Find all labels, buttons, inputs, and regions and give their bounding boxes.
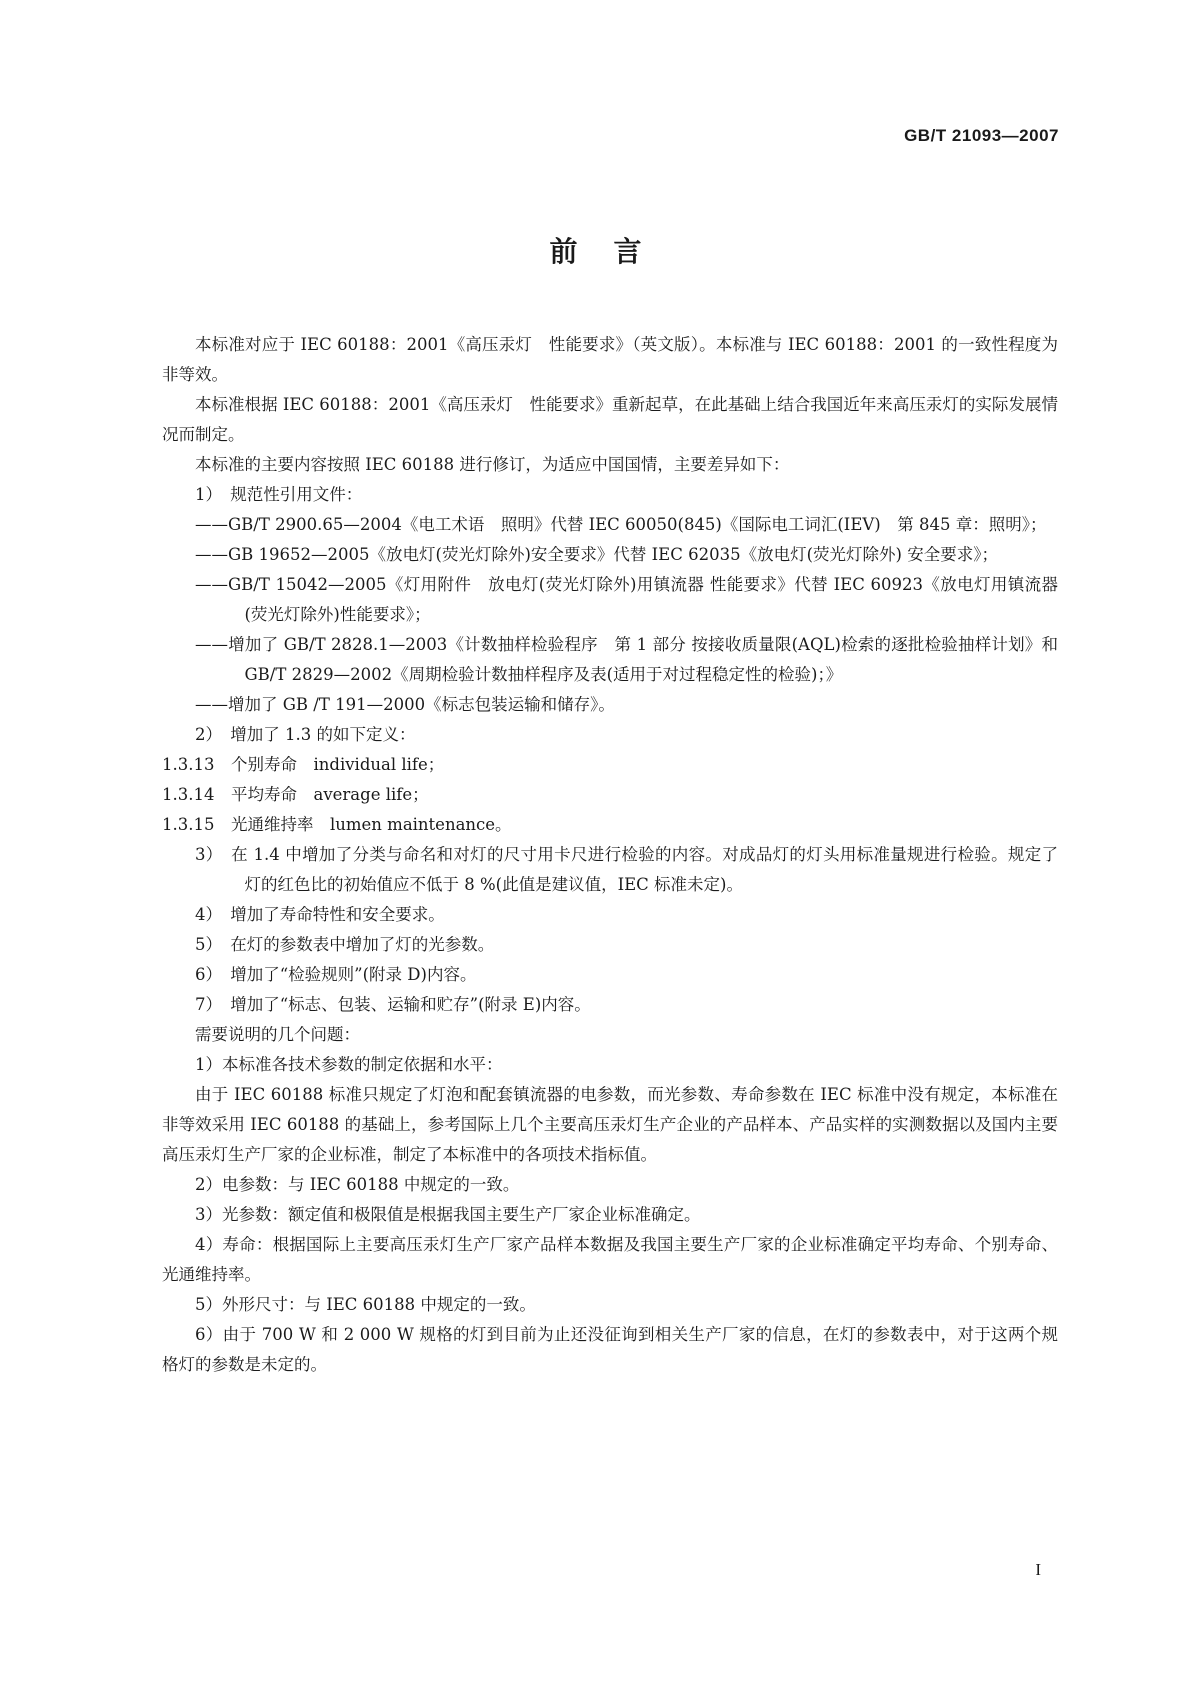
note-item-3: 3）光参数：额定值和极限值是根据我国主要生产厂家企业标准确定。: [195, 1205, 701, 1224]
dash-item-gbt2900: ——GB/T 2900.65—2004《电工术语 照明》代替 IEC 60050(845)《国际电工词汇(IEV) 第 845 章：照明》；: [195, 515, 1047, 534]
list-item-7: 7） 增加了“标志、包装、运输和贮存”(附录 E)内容。: [195, 995, 591, 1014]
dash-item-gb19652: ——GB 19652—2005《放电灯(荧光灯除外)安全要求》代替 IEC 62035《放电灯(荧光灯除外) 安全要求》；: [195, 545, 998, 564]
standard-code: GB/T 21093—2007: [904, 126, 1059, 145]
note-item-6: 6）由于 700 W 和 2 000 W 规格的灯到目前为止还没征询到相关生产厂家的信息，在灯的参数表中，对于这两个规格灯的参数是未定的。: [162, 1325, 1058, 1374]
note-item-1: 1）本标准各技术参数的制定依据和水平：: [195, 1055, 503, 1074]
definition-1-3-13: 1.3.13 个别寿命 individual life；: [162, 755, 445, 774]
paragraph-main-differences: 本标准的主要内容按照 IEC 60188 进行修订，为适应中国国情，主要差异如下：: [195, 455, 790, 474]
dash-item-gbt15042: ——GB/T 15042—2005《灯用附件 放电灯(荧光灯除外)用镇流器 性能要求》代替 IEC 60923《放电灯用镇流器(荧光灯除外)性能要求》；: [195, 575, 1058, 624]
list-item-4: 4） 增加了寿命特性和安全要求。: [195, 905, 445, 924]
definition-1-3-15: 1.3.15 光通维持率 lumen maintenance。: [162, 815, 512, 834]
list-item-3: 3） 在 1.4 中增加了分类与命名和对灯的尺寸用卡尺进行检验的内容。对成品灯的灯头用标准量规进行检验。规定了灯的红色比的初始值应不低于 8 %(此值是建议值，IEC 标准未定)。: [195, 845, 1058, 894]
note-item-5: 5）外形尺寸：与 IEC 60188 中规定的一致。: [195, 1295, 536, 1314]
paragraph-notes-heading: 需要说明的几个问题：: [195, 1025, 360, 1044]
foreword-body: [162, 330, 1058, 1380]
paragraph-drafting-basis: 本标准根据 IEC 60188：2001《高压汞灯 性能要求》重新起草，在此基础上结合我国近年来高压汞灯的实际发展情况而制定。: [162, 395, 1058, 444]
note-item-4: 4）寿命：根据国际上主要高压汞灯生产厂家产品样本数据及我国主要生产厂家的企业标准确定平均寿命、个别寿命、光通维持率。: [162, 1235, 1058, 1284]
definition-1-3-14: 1.3.14 平均寿命 average life；: [162, 785, 429, 804]
dash-item-gbt2828: ——增加了 GB/T 2828.1—2003《计数抽样检验程序 第 1 部分 按接收质量限(AQL)检索的逐批检验抽样计划》和 GB/T 2829—2002《周期检验计数抽样程序及表(适用于对过程稳定性的检验)；》: [195, 635, 1058, 684]
note-item-2: 2）电参数：与 IEC 60188 中规定的一致。: [195, 1175, 520, 1194]
list-item-5: 5） 在灯的参数表中增加了灯的光参数。: [195, 935, 495, 954]
list-item-6: 6） 增加了“检验规则”(附录 D)内容。: [195, 965, 477, 984]
paragraph-technical-basis: 由于 IEC 60188 标准只规定了灯泡和配套镇流器的电参数，而光参数、寿命参数在 IEC 标准中没有规定，本标准在非等效采用 IEC 60188 的基础上，参考国际上几个主要高压汞灯生产企业的产品样本、产品实样的实测数据以及国内主要高压汞灯生产厂家的企业标准，制定了本标准中的各项技术指标值。: [162, 1085, 1058, 1164]
dash-item-gbt191: ——增加了 GB /T 191—2000《标志包装运输和储存》。: [195, 695, 615, 714]
page-number: I: [1035, 1560, 1041, 1579]
page-title: 前言: [549, 235, 678, 268]
list-item-1: 1） 规范性引用文件：: [195, 485, 363, 504]
list-item-2: 2） 增加了 1.3 的如下定义：: [195, 725, 416, 744]
paragraph-correspondence: 本标准对应于 IEC 60188：2001《高压汞灯 性能要求》（英文版）。本标准与 IEC 60188：2001 的一致性程度为非等效。: [162, 335, 1058, 384]
